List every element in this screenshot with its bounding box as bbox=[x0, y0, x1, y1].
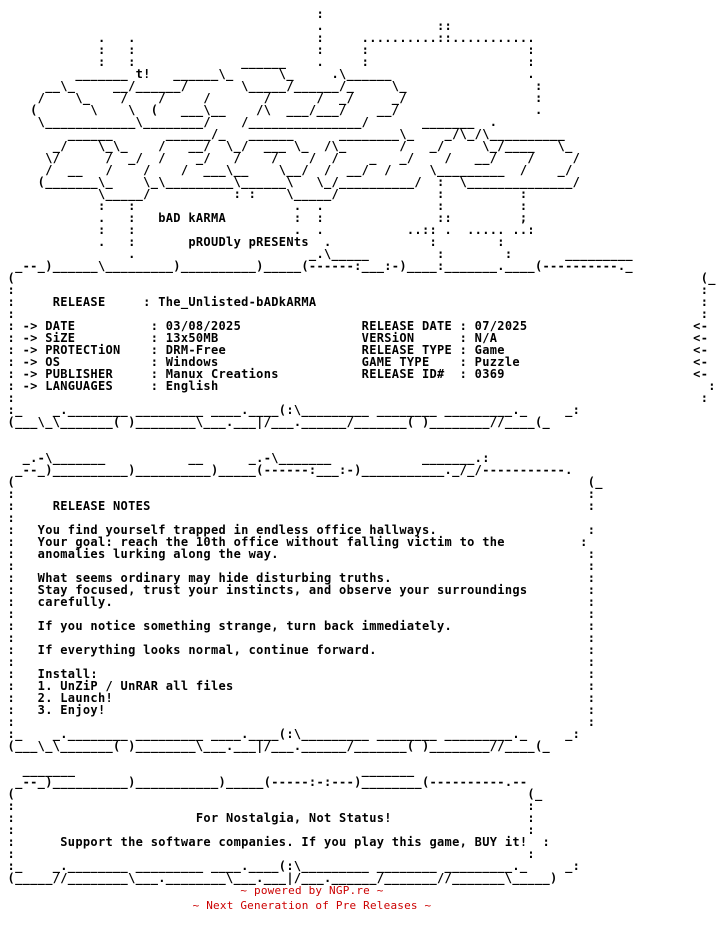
nfo-document bbox=[0, 8, 716, 884]
outro-nostalgia-line: : For Nostalgia, Not Status! : bbox=[0, 811, 535, 825]
outro-support-line: : Support the software companies. If you play this game, BUY it! : bbox=[0, 835, 551, 849]
footer-powered-by: ~ powered by NGP.re ~ bbox=[240, 884, 384, 897]
notes-box-bottom-rule: :_ _.________ _________ ____.____(:\_________ ________ _________._ _: (___\_\_______( )________\___.___|/___.______/_______( )________//____(_ bbox=[7, 727, 581, 753]
info-row-protection: : -> PROTECTiON : DRM-Free RELEASE TYPE : Game <- bbox=[0, 343, 709, 357]
notes-line: : 1. UnZiP / UnRAR all files : bbox=[0, 679, 596, 693]
notes-line: : : bbox=[0, 631, 596, 645]
notes-line: : What seems ordinary may hide disturbing truths. : bbox=[0, 571, 596, 585]
section-gap bbox=[0, 428, 716, 440]
notes-line: : : bbox=[0, 559, 596, 573]
notes-line: : Stay focused, trust your instincts, and observe your surroundings : bbox=[0, 583, 596, 597]
outro-blank: : : bbox=[0, 823, 535, 837]
outro-box-bottom-rule: : : :_ _.________ _________ ____.____(:\_________ ________ _________._ _: (_____//________\___.________\___.___|/___.______/_______//_______\_____) bbox=[7, 847, 581, 885]
notes-line: : : bbox=[0, 655, 596, 669]
notes-line: : : bbox=[0, 715, 596, 729]
notes-line: : You find yourself trapped in endless office hallways. : bbox=[0, 523, 596, 537]
notes-line: : anomalies lurking along the way. : bbox=[0, 547, 596, 561]
notes-line: : 2. Launch! : bbox=[0, 691, 596, 705]
notes-heading: : RELEASE NOTES : bbox=[0, 499, 596, 513]
info-row-date: : -> DATE : 03/08/2025 RELEASE DATE : 07/2025 <- bbox=[0, 319, 709, 333]
notes-line: : bbox=[0, 511, 16, 525]
info-row-publisher: : -> PUBLISHER : Manux Creations RELEASE ID# : 0369 <- bbox=[0, 367, 709, 381]
info-row-languages: : -> LANGUAGES : English : bbox=[0, 379, 716, 393]
notes-line: : Install: : bbox=[0, 667, 596, 681]
footer bbox=[0, 883, 624, 913]
release-box-top-rule: ( (_ : : bbox=[7, 271, 716, 297]
logo-ascii-art: : . :: . . : ..........::........... : : : : : : : ______ . : : _______ t! ______\_ \_ .\______ . __\_ __/______/ \_____/______/_ \_ : / \_ / / / / / _/ _/ : ( \ \ ( ___\__ /\ ___/___/ __/ . \____________\________/ /_______________/ _______ . ______ ______/_ ______ ________\_ _/\_/\__________ _/ \_\_ / __/ \_/ ___ \_ /\_ / _/ \_/____ \_ \/ / _/ / _/ / / / / _ _/ / __/ / / / __ / / / ___\__ \__/ / __/ / \_________ / _/ (_______\_ \_\_________\______\ \_/__________/ : \______________/ \_____/ : : \_____/ : : : : . . : : . : bAD kARMA : : :: ; : : . . ..:: . ..... ..: . : pROUDly pRESENts . : : . _.\_____ : : _________ _--_)______\_________)__________)_____(------:___:-)____:_______.____(----------._ bbox=[15, 7, 633, 273]
info-row-size: : -> SiZE : 13x50MB VERSiON : N/A <- bbox=[0, 331, 709, 345]
release-box-blank: : : bbox=[0, 307, 709, 321]
info-row-os: : -> OS : Windows GAME TYPE : Puzzle <- bbox=[0, 355, 709, 369]
release-box-bottom-rule: : : :_ _.________ _________ ____.____(:\_________ ________ _________._ _: (___\_\_______( )________\___.___|/___.______/_______( )________//____(_ bbox=[7, 391, 709, 429]
footer-tagline: ~ Next Generation of Pre Releases ~ bbox=[192, 899, 432, 912]
notes-line: : : bbox=[0, 607, 596, 621]
notes-line: : 3. Enjoy! : bbox=[0, 703, 596, 717]
notes-line: : Your goal: reach the 10th office without falling victim to the : bbox=[0, 535, 588, 549]
notes-line: : carefully. : bbox=[0, 595, 596, 609]
release-name-line: : RELEASE : The_Unlisted-bADkARMA : bbox=[0, 295, 709, 309]
notes-line: : If you notice something strange, turn back immediately. : bbox=[0, 619, 596, 633]
notes-box-top-rule: _.-\_______ __ _.-\_______ _______.: _--_)__________)__________)_____(------:___:-)___________._/_/-----------. ( (_ : : bbox=[7, 451, 603, 501]
notes-line: : If everything looks normal, continue forward. : bbox=[0, 643, 596, 657]
outro-box-top-rule: _______ _______ _--_)__________)___________)_____(-----:-:---)________(----------.-- ( (_ : : bbox=[7, 763, 543, 813]
